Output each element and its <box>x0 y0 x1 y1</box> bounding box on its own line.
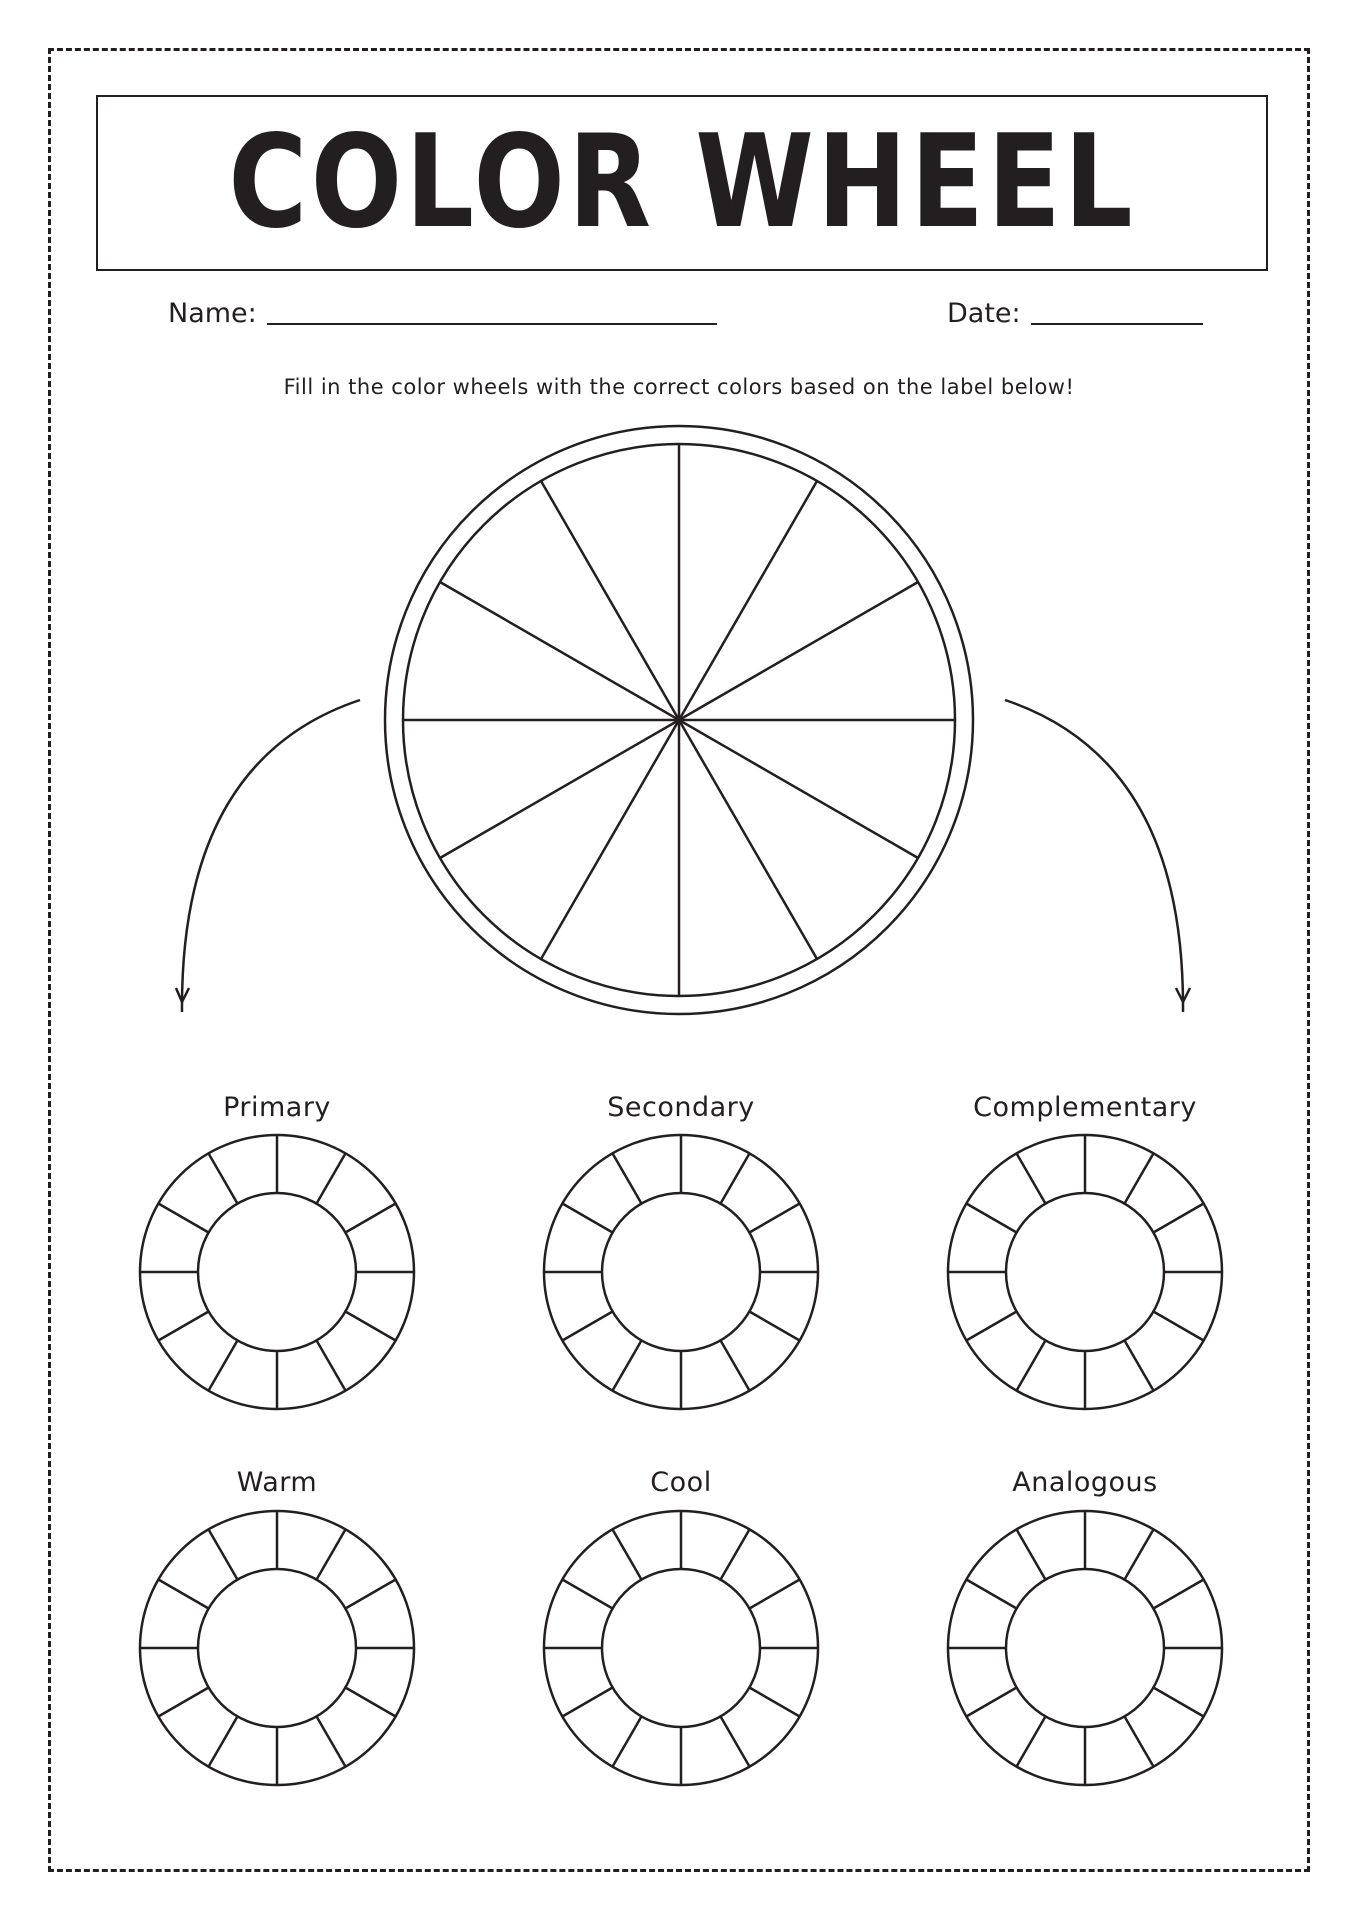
small-wheel-primary[interactable] <box>140 1135 414 1409</box>
small-wheel-segment-divider <box>317 1153 346 1203</box>
page-title: COLOR WHEEL <box>228 108 1136 257</box>
small-wheel-segment-divider <box>209 1153 238 1203</box>
small-wheel-segment-divider <box>749 1204 799 1233</box>
small-wheel-complementary[interactable] <box>948 1135 1222 1409</box>
small-wheel-segment-divider <box>158 1688 208 1717</box>
wheel-label-complementary: Complementary <box>973 1092 1197 1123</box>
small-wheel-segment-divider <box>562 1688 612 1717</box>
instruction-text: Fill in the color wheels with the correct colors based on the label below! <box>283 375 1075 399</box>
small-wheel-segment-divider <box>345 1312 395 1341</box>
small-wheel-cool[interactable] <box>544 1511 818 1785</box>
small-wheel-inner-circle <box>198 1569 356 1727</box>
small-wheel-segment-divider <box>966 1688 1016 1717</box>
left-curved-arrow <box>182 700 360 1012</box>
small-wheel-inner-circle <box>1006 1193 1164 1351</box>
small-wheel-inner-circle <box>1006 1569 1164 1727</box>
small-wheel-segment-divider <box>158 1580 208 1609</box>
small-wheel-segment-divider <box>562 1204 612 1233</box>
small-wheel-segment-divider <box>158 1204 208 1233</box>
small-wheel-segment-divider <box>1017 1716 1046 1766</box>
small-wheel-segment-divider <box>1017 1153 1046 1203</box>
small-wheel-segment-divider <box>721 1529 750 1579</box>
small-wheel-segment-divider <box>1153 1688 1203 1717</box>
date-label: Date: <box>947 298 1021 329</box>
small-wheel-segment-divider <box>966 1580 1016 1609</box>
small-wheel-segment-divider <box>1153 1580 1203 1609</box>
small-wheel-segment-divider <box>562 1312 612 1341</box>
small-wheel-segment-divider <box>1125 1153 1154 1203</box>
small-wheel-analogous[interactable] <box>948 1511 1222 1785</box>
small-wheel-segment-divider <box>613 1153 642 1203</box>
small-wheel-segment-divider <box>1125 1529 1154 1579</box>
name-label: Name: <box>168 298 257 329</box>
small-wheel-segment-divider <box>1017 1340 1046 1390</box>
small-wheel-segment-divider <box>721 1716 750 1766</box>
small-wheel-segment-divider <box>966 1204 1016 1233</box>
wheel-label-primary: Primary <box>223 1092 331 1123</box>
small-wheel-segment-divider <box>1153 1312 1203 1341</box>
small-wheel-segment-divider <box>1153 1204 1203 1233</box>
small-wheel-segment-divider <box>317 1340 346 1390</box>
small-wheel-segment-divider <box>1125 1716 1154 1766</box>
small-wheel-segment-divider <box>209 1529 238 1579</box>
small-wheel-segment-divider <box>562 1580 612 1609</box>
right-curved-arrow <box>1005 700 1183 1012</box>
small-wheel-segment-divider <box>721 1340 750 1390</box>
wheel-label-cool: Cool <box>650 1467 712 1498</box>
main-color-wheel[interactable] <box>385 426 973 1014</box>
small-wheel-segment-divider <box>158 1312 208 1341</box>
small-wheel-warm[interactable] <box>140 1511 414 1785</box>
small-wheel-segment-divider <box>613 1340 642 1390</box>
small-wheel-segment-divider <box>317 1716 346 1766</box>
small-wheel-segment-divider <box>1017 1529 1046 1579</box>
small-wheel-segment-divider <box>721 1153 750 1203</box>
small-wheel-segment-divider <box>749 1312 799 1341</box>
small-wheel-segment-divider <box>209 1340 238 1390</box>
small-wheel-segment-divider <box>749 1580 799 1609</box>
wheel-label-secondary: Secondary <box>607 1092 755 1123</box>
small-wheel-segment-divider <box>209 1716 238 1766</box>
small-wheel-segment-divider <box>613 1529 642 1579</box>
small-wheel-inner-circle <box>602 1569 760 1727</box>
small-wheel-segment-divider <box>966 1312 1016 1341</box>
wheel-label-analogous: Analogous <box>1012 1467 1158 1498</box>
small-wheel-segment-divider <box>1125 1340 1154 1390</box>
small-wheel-segment-divider <box>345 1688 395 1717</box>
small-wheel-segment-divider <box>317 1529 346 1579</box>
small-wheel-segment-divider <box>345 1204 395 1233</box>
small-wheel-inner-circle <box>602 1193 760 1351</box>
small-wheel-segment-divider <box>749 1688 799 1717</box>
small-wheel-segment-divider <box>345 1580 395 1609</box>
wheel-label-warm: Warm <box>236 1467 318 1498</box>
small-wheel-secondary[interactable] <box>544 1135 818 1409</box>
small-wheel-inner-circle <box>198 1193 356 1351</box>
small-wheel-segment-divider <box>613 1716 642 1766</box>
